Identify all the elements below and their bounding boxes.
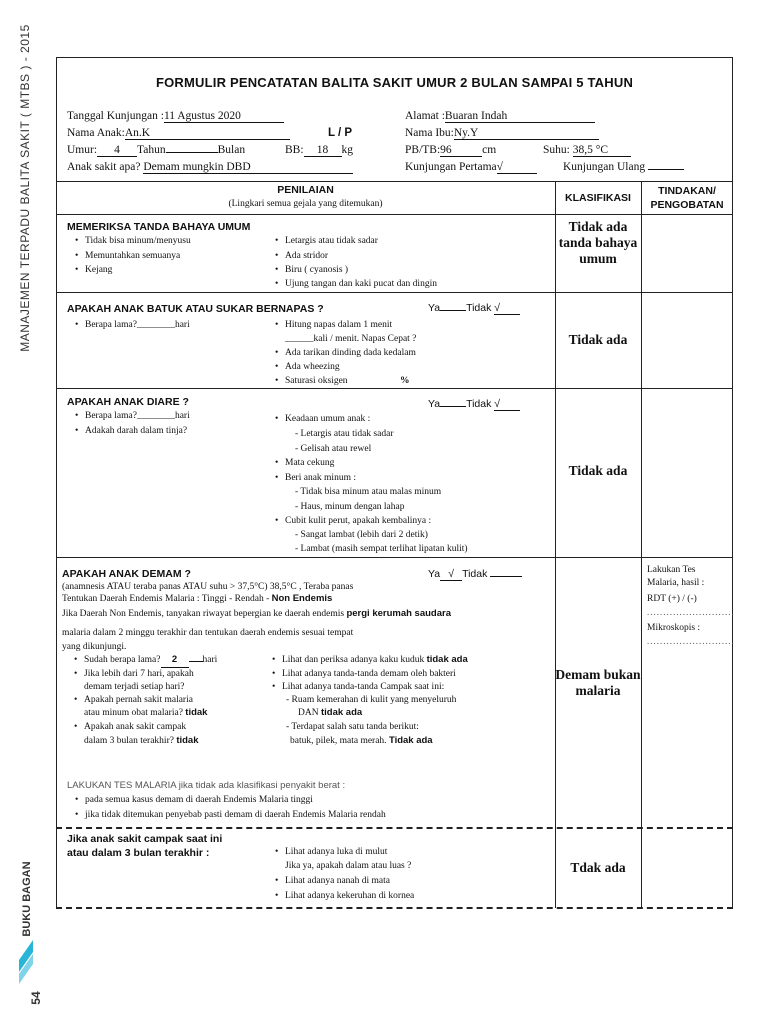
nama-anak-value: An.K [125, 127, 290, 140]
alamat-label: Alamat : [405, 110, 445, 122]
demam-right-subitem: - Ruam kemerahan di kulit yang menyeluruh [286, 695, 457, 705]
batuk-title: APAKAH ANAK BATUK ATAU SUKAR BERNAPAS ? [67, 303, 324, 315]
pbtb-field [405, 144, 496, 157]
suhu-label: Suhu: [543, 144, 570, 156]
alamat-value: Buaran Indah [445, 110, 595, 123]
demam-line-5: yang dikunjungi. [62, 642, 127, 652]
diare-left-item: • Berapa lama?________hari [85, 409, 190, 423]
diare-right-item: • Mata cekung [285, 456, 334, 470]
batuk-right-item: • Ada wheezing [285, 360, 340, 374]
diare-right-subitem: - Letargis atau tidak sadar [295, 429, 394, 439]
diare-ya-label: Ya [428, 398, 441, 410]
demam-line-2 [62, 592, 332, 606]
diare-tidak-label: Tidak [466, 398, 492, 410]
kunjungan-ulang-label: Kunjungan Ulang [563, 161, 646, 173]
bb-unit: kg [341, 144, 354, 156]
tanggal-value: 11 Agustus 2020 [164, 110, 284, 123]
pbtb-label: PB/TB: [405, 144, 441, 156]
batuk-right-line: ______kali / menit. Napas Cepat ? [285, 334, 417, 344]
lp-option: L / P [328, 127, 353, 139]
demam-right-subitem: - Terdapat salah satu tanda berikut: [286, 722, 419, 732]
demam-tindakan-line: Malaria, hasil : [647, 578, 705, 588]
campak-right-item: • Lihat adanya nanah di mata [285, 874, 390, 888]
diare-right-subitem: - Gelisah atau rewel [295, 444, 372, 454]
demam-left-item: • Jika lebih dari 7 hari, apakah [84, 667, 194, 681]
demam-obat-value: tidak [185, 707, 208, 718]
demam-right-item: • Lihat adanya tanda-tanda Campak saat ini: [282, 680, 444, 694]
umur-field [67, 144, 245, 157]
col-line-1 [555, 181, 556, 908]
demam-klasifikasi: Demam bukan malaria [555, 667, 641, 698]
diare-right-subitem: - Haus, minum dengan lahap [295, 502, 405, 512]
tindakan-header-2: PENGOBATAN [650, 199, 724, 211]
bahaya-right-item: • Ujung tangan dan kaki pucat dan dingin [285, 277, 437, 291]
alamat-field [405, 110, 595, 123]
bahaya-left-item: • Memuntahkan semuanya [85, 249, 180, 263]
form-title: FORMULIR PENCATATAN BALITA SAKIT UMUR 2 BULAN SAMPAI 5 TAHUN [155, 75, 634, 90]
side-title: MANAJEMEN TERPADU BALITA SAKIT ( MTBS ) - 2015 [18, 24, 32, 352]
penilaian-header: PENILAIAN [277, 184, 334, 196]
rdt-result: RDT (+) / (-) [647, 594, 697, 604]
demam-endemis-value: Non Endemis [271, 593, 333, 604]
campak-right-item: • Lihat adanya kekeruhan di kornea [285, 889, 414, 903]
tanggal-label: Tanggal Kunjungan : [67, 110, 164, 122]
demam-lama-label: Sudah berapa lama? [84, 655, 161, 665]
batuk-tidak-label: Tidak [466, 302, 492, 314]
batuk-ya-label: Ya [428, 302, 441, 314]
diare-left-item: • Adakah darah dalam tinja? [85, 424, 187, 438]
demam-right-subitem [298, 706, 362, 720]
demam-tidak-blank [490, 576, 522, 577]
batuk-ya-tidak [428, 302, 520, 315]
demam-kuduk-value: tidak ada [426, 654, 468, 665]
demam-campak-label: dalam 3 bulan terakhir? [84, 736, 174, 746]
row-line-1 [56, 292, 733, 293]
batuk-right-item: • Ada tarikan dinding dada kedalam [285, 346, 416, 360]
campak-title-1: Jika anak sakit campak saat ini [67, 833, 223, 845]
demam-tanda-label: batuk, pilek, mata merah. [290, 736, 387, 746]
demam-line-1: (anamnesis ATAU teraba panas ATAU suhu > 37,5°C) 38,5°C , Teraba panas [62, 582, 354, 592]
demam-ya-check: √ [440, 568, 462, 581]
demam-campak-value: tidak [176, 735, 199, 746]
kunjungan-pertama-label: Kunjungan Pertama [405, 161, 497, 173]
bahaya-right-item: • Ada stridor [285, 249, 328, 263]
diare-right-item: • Keadaan umum anak : [285, 412, 370, 426]
demam-right-item: • Lihat adanya tanda-tanda demam oleh bakteri [282, 667, 456, 681]
bb-label: BB: [285, 144, 304, 156]
diare-title: APAKAH ANAK DIARE ? [67, 396, 189, 408]
nama-ibu-field [405, 127, 599, 140]
tes-malaria-item: • jika tidak ditemukan penyebab pasti demam di daerah Endemis Malaria rendah [85, 808, 386, 822]
sakit-field [67, 161, 353, 174]
demam-endemis-label: Tentukan Daerah Endemis Malaria : Tinggi - Rendah - [62, 594, 270, 604]
penilaian-subheader: (Lingkari semua gejala yang ditemukan) [228, 199, 383, 209]
demam-left-item: • Apakah pernah sakit malaria [84, 693, 193, 707]
demam-right-subitem [290, 734, 433, 748]
bulan-label: Bulan [217, 144, 246, 156]
batuk-left-item: • Berapa lama?________hari [85, 318, 190, 332]
demam-lama-value: 2 [161, 653, 189, 668]
demam-ya-tidak [428, 568, 522, 581]
mikroskopis-dotted-line: ........................... [647, 636, 735, 646]
batuk-tidak-check: √ [494, 302, 520, 315]
table-top-line [56, 181, 733, 182]
campak-right-item: • Lihat adanya luka di mulut [285, 845, 387, 859]
suhu-value: 38,5 °C [573, 144, 631, 157]
nama-anak-label: Nama Anak: [67, 127, 125, 139]
campak-title-2: atau dalam 3 bulan terakhir : [67, 847, 210, 859]
bahaya-klasifikasi: Tidak ada tanda bahaya umum [558, 219, 638, 266]
mikroskopis-label: Mikroskopis : [647, 623, 701, 633]
demam-left-item: • Apakah anak sakit campak [84, 720, 186, 734]
pbtb-value: 96 [440, 144, 482, 157]
demam-obat-label: atau minum obat malaria? [84, 708, 183, 718]
demam-tanda-value: Tidak ada [388, 735, 433, 746]
campak-right-line: Jika ya, apakah dalam atau luas ? [285, 861, 412, 871]
diare-tidak-check: √ [494, 398, 520, 411]
kunjungan-ulang-blank [648, 169, 684, 170]
demam-tindakan-line: Lakukan Tes [647, 565, 696, 575]
diare-right-item: • Cubit kulit perut, apakah kembalinya : [285, 514, 431, 528]
kunjungan-ulang-field [563, 161, 684, 173]
demam-left-line [84, 734, 199, 748]
demam-kuduk-label: Lihat dan periksa adanya kaku kuduk [282, 655, 425, 665]
diare-right-subitem: - Sangat lambat (lebih dari 2 detik) [295, 530, 428, 540]
batuk-saturasi-unit: % [400, 376, 410, 386]
nama-anak-field [67, 127, 290, 140]
suhu-field [543, 144, 631, 157]
bahaya-left-item: • Kejang [85, 263, 112, 277]
sakit-value: Demam mungkin DBD [143, 161, 353, 174]
diare-right-subitem: - Lambat (masih sempat terlihat lipatan kulit) [295, 544, 468, 554]
header-bottom-line [56, 214, 733, 215]
demam-left-item [84, 653, 217, 668]
tahun-label: Tahun [137, 144, 166, 156]
demam-left-line [84, 706, 207, 720]
diare-ya-tidak [428, 398, 520, 411]
bahaya-right-item: • Letargis atau tidak sadar [285, 234, 378, 248]
bb-field [285, 144, 353, 157]
demam-title: APAKAH ANAK DEMAM ? [62, 568, 191, 580]
batuk-right-item: • Hitung napas dalam 1 menit [285, 318, 392, 332]
demam-lama-blank [189, 661, 203, 662]
sakit-label: Anak sakit apa? [67, 161, 141, 173]
dashed-bottom [56, 907, 733, 909]
demam-riwayat-label: Jika Daerah Non Endemis, tanyakan riwayat bepergian ke daerah endemis [62, 609, 345, 619]
tindakan-header-1: TINDAKAN/ [658, 185, 716, 197]
umur-value: 4 [97, 144, 137, 157]
bahaya-left-item: • Tidak bisa minum/menyusu [85, 234, 191, 248]
col-line-2 [641, 181, 642, 908]
demam-line-3 [62, 607, 451, 621]
klasifikasi-header: KLASIFIKASI [565, 192, 631, 204]
nama-ibu-value: Ny.Y [454, 127, 599, 140]
bahaya-title: MEMERIKSA TANDA BAHAYA UMUM [67, 221, 251, 233]
row-line-2 [56, 388, 733, 389]
bulan-blank [166, 152, 218, 153]
batuk-ya-blank [440, 310, 466, 311]
diare-right-subitem: - Tidak bisa minum atau malas minum [295, 487, 442, 497]
pbtb-unit: cm [482, 144, 497, 156]
row-line-3 [56, 557, 733, 558]
batuk-right-item: • Saturasi oksigen [285, 374, 348, 388]
side-buku-bagan: BUKU BAGAN [21, 861, 33, 937]
bahaya-right-item: • Biru ( cyanosis ) [285, 263, 348, 277]
demam-ya-label: Ya [428, 568, 441, 580]
page-number: 54 [29, 991, 43, 1005]
tes-malaria-title: LAKUKAN TES MALARIA jika tidak ada klasifikasi penyakit berat : [67, 780, 346, 791]
diare-klasifikasi: Tidak ada [568, 463, 628, 478]
dashed-divider [56, 827, 733, 829]
kunjungan-pertama-field [405, 161, 537, 174]
demam-riwayat-value: pergi kerumah saudara [346, 608, 451, 619]
demam-right-item [282, 653, 468, 667]
rdt-dotted-line: ........................... [647, 607, 735, 617]
nama-ibu-label: Nama Ibu: [405, 127, 454, 139]
umur-label: Umur: [67, 144, 98, 156]
bb-value: 18 [304, 144, 342, 157]
demam-dan-label: DAN [298, 708, 319, 718]
kunjungan-pertama-check: √ [497, 161, 537, 174]
campak-klasifikasi: Tdak ada [570, 860, 626, 875]
tes-malaria-item: • pada semua kasus demam di daerah Endemis Malaria tinggi [85, 793, 313, 807]
diare-ya-blank [440, 406, 466, 407]
demam-tidak-label: Tidak [462, 568, 488, 580]
diare-right-item: • Beri anak minum : [285, 471, 356, 485]
demam-lama-unit: hari [202, 655, 218, 665]
demam-ruam-value: tidak ada [320, 707, 363, 718]
demam-left-line: demam terjadi setiap hari? [84, 682, 185, 692]
batuk-klasifikasi: Tidak ada [568, 332, 628, 347]
demam-line-4: malaria dalam 2 minggu terakhir dan tentukan daerah endemis sesuai tempat [62, 628, 354, 638]
tanggal-field [67, 110, 284, 123]
